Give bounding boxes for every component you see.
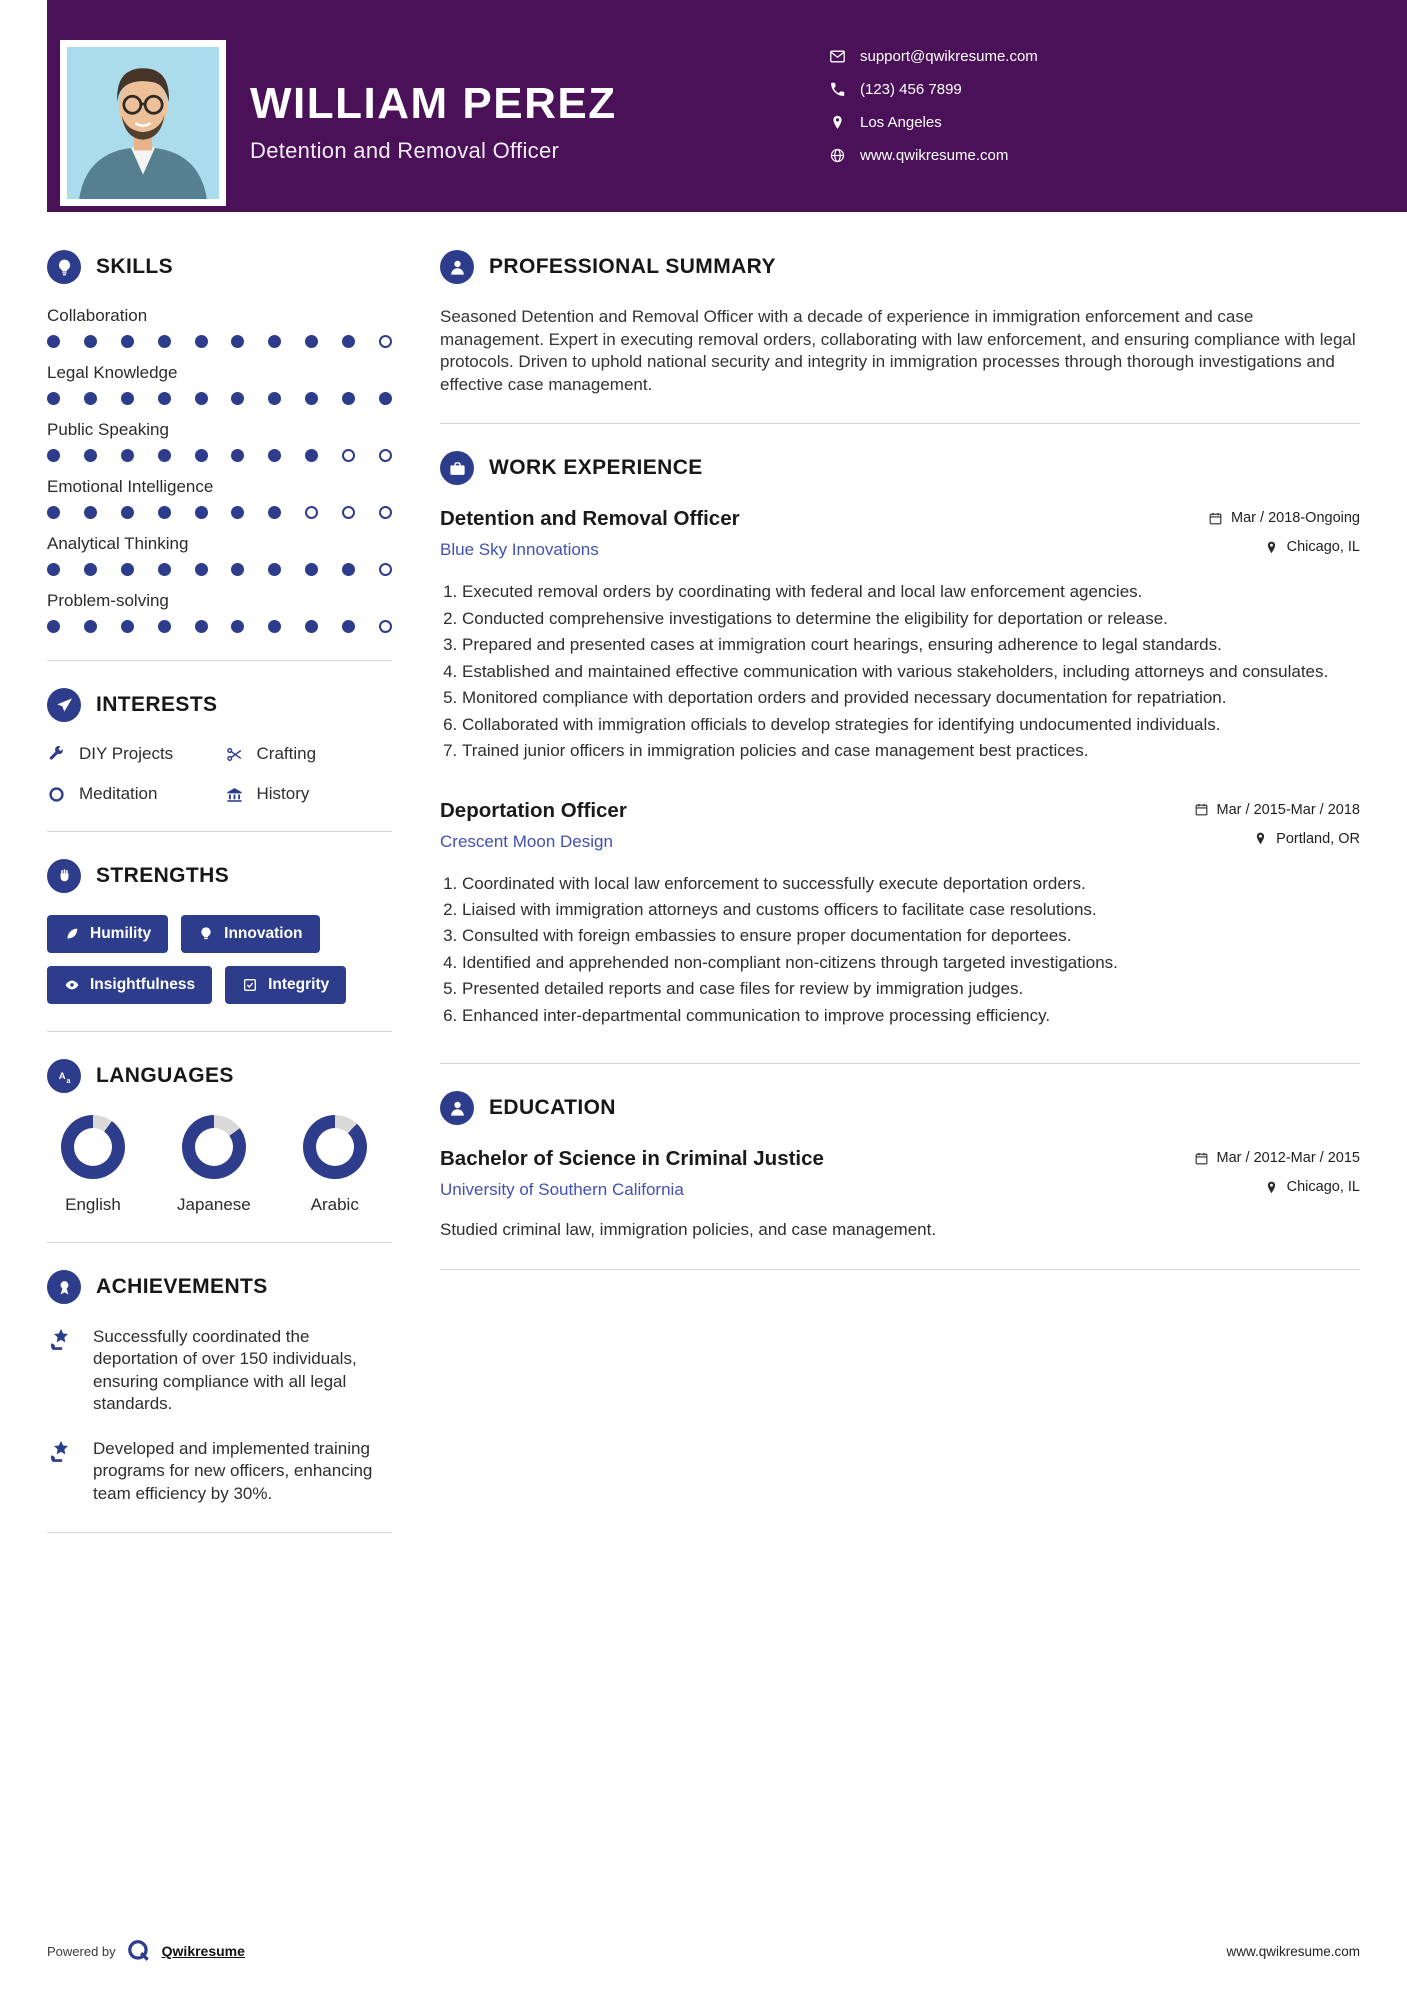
job-bullets xyxy=(440,581,1360,762)
rating-dot xyxy=(121,335,134,348)
job-entry xyxy=(440,799,1360,1028)
rating-dot xyxy=(84,449,97,462)
header xyxy=(47,0,1407,212)
skill-rating xyxy=(47,506,392,519)
language-icon xyxy=(47,1059,81,1093)
contact-website-text: www.qwikresume.com xyxy=(860,147,1009,164)
skill-item: Public Speaking xyxy=(47,420,392,462)
graduate-icon xyxy=(440,1091,474,1125)
rating-dot xyxy=(84,620,97,633)
contact-phone[interactable] xyxy=(829,77,1038,102)
job-location: Portland, OR xyxy=(1194,828,1360,850)
contact-email-text: support@qwikresume.com xyxy=(860,48,1038,65)
rating-dot xyxy=(231,563,244,576)
rating-dot xyxy=(268,506,281,519)
interest-item: History xyxy=(225,784,393,804)
calendar-icon xyxy=(1194,802,1209,817)
rating-dot xyxy=(231,335,244,348)
section-title-skills: SKILLS xyxy=(96,255,174,278)
job-bullet: 3. Prepared and presented cases at immigration court hearings, ensuring adherence to legal standards. xyxy=(462,634,1360,656)
rating-dot xyxy=(158,506,171,519)
summary-text: Seasoned Detention and Removal Officer with a decade of experience in immigration enforcement and case management. Expert in executing removal orders, collaborating with law enforcement, and ensuring compliance with legal protocols. Driven to uphold national security and integrity in immigration processes through thorough investigations and effective case management. xyxy=(440,307,1356,394)
divider xyxy=(440,1269,1360,1270)
section-title-summary: PROFESSIONAL SUMMARY xyxy=(489,255,776,278)
rating-dot xyxy=(121,392,134,405)
interests-grid xyxy=(47,744,392,804)
name-block xyxy=(250,79,617,164)
qwikresume-logo-icon xyxy=(126,1938,152,1964)
strengths-pills xyxy=(47,915,392,1004)
rating-dot xyxy=(379,392,392,405)
rating-dot xyxy=(158,563,171,576)
job-bullet: 5. Monitored compliance with deportation orders and provided necessary documentation for repatriation. xyxy=(462,687,1360,709)
rating-dot xyxy=(342,620,355,633)
job-bullet: 1. Executed removal orders by coordinating with federal and local law enforcement agencies. xyxy=(462,581,1360,603)
footer xyxy=(47,1938,1360,1964)
strength-pill: Humility xyxy=(47,915,168,953)
rating-dot xyxy=(305,620,318,633)
rating-dot xyxy=(305,506,318,519)
achievements-section xyxy=(47,1270,392,1505)
rating-dot xyxy=(195,335,208,348)
rating-dot xyxy=(47,449,60,462)
skill-item: Problem-solving xyxy=(47,591,392,633)
rating-dot xyxy=(268,449,281,462)
bulb-icon xyxy=(198,926,214,942)
skills-header xyxy=(47,250,392,284)
job-entry xyxy=(440,507,1360,762)
contact-location xyxy=(829,110,1038,135)
job-head xyxy=(440,799,1360,857)
job-dates: Mar / 2015-Mar / 2018 xyxy=(1194,799,1360,821)
rating-dot xyxy=(121,449,134,462)
divider xyxy=(47,660,392,661)
candidate-name: WILLIAM PEREZ xyxy=(250,79,617,128)
skill-rating xyxy=(47,563,392,576)
languages-header xyxy=(47,1059,392,1093)
footer-branding xyxy=(47,1938,245,1964)
rating-dot xyxy=(379,335,392,348)
rating-dot xyxy=(231,392,244,405)
interest-item: Meditation xyxy=(47,784,215,804)
job-role: Detention and Removal Officer xyxy=(440,507,740,531)
summary-header xyxy=(440,250,1360,284)
achievement-text: Developed and implemented training programs for new officers, enhancing team efficiency by 30%. xyxy=(93,1438,373,1503)
job-bullet: 1. Coordinated with local law enforcement to successfully execute deportation orders. xyxy=(462,873,1360,895)
profile-photo xyxy=(60,40,226,206)
star-hand-icon xyxy=(47,1326,77,1356)
rating-dot xyxy=(379,506,392,519)
interest-item: DIY Projects xyxy=(47,744,215,764)
section-title-interests: INTERESTS xyxy=(96,693,218,716)
rating-dot xyxy=(305,563,318,576)
job-bullet: 7. Trained junior officers in immigration policies and case management best practices. xyxy=(462,740,1360,762)
phone-icon xyxy=(829,81,846,98)
calendar-icon xyxy=(1208,511,1223,526)
strength-pill: Innovation xyxy=(181,915,319,953)
job-bullets xyxy=(440,873,1360,1028)
rating-dot xyxy=(231,449,244,462)
language-donut xyxy=(61,1115,125,1179)
rating-dot xyxy=(305,335,318,348)
rating-dot xyxy=(47,335,60,348)
job-company-link[interactable]: Crescent Moon Design xyxy=(440,831,613,851)
svg-text:A: A xyxy=(58,1070,66,1082)
rating-dot xyxy=(342,335,355,348)
rating-dot xyxy=(305,392,318,405)
rating-dot xyxy=(195,563,208,576)
skill-rating xyxy=(47,620,392,633)
job-bullet: 4. Identified and apprehended non-compliant non-citizens through targeted investigations. xyxy=(462,952,1360,974)
education-description: Studied criminal law, immigration policies, and case management. xyxy=(440,1220,937,1240)
main-column xyxy=(440,250,1360,1560)
avatar xyxy=(67,47,219,199)
museum-icon xyxy=(225,785,244,804)
job-head xyxy=(440,507,1360,565)
qwikresume-brand-link[interactable]: Qwikresume xyxy=(161,1943,245,1959)
strengths-section xyxy=(47,859,392,1004)
rating-dot xyxy=(121,506,134,519)
eye-icon xyxy=(64,977,80,993)
job-meta xyxy=(1188,507,1360,565)
check-square-icon xyxy=(242,977,258,993)
job-role: Deportation Officer xyxy=(440,798,627,822)
rating-dot xyxy=(47,506,60,519)
svg-text:a: a xyxy=(65,1076,70,1085)
education-section xyxy=(440,1091,1360,1242)
strengths-header xyxy=(47,859,392,893)
divider xyxy=(47,831,392,832)
education-header xyxy=(440,1091,1360,1125)
rating-dot xyxy=(195,449,208,462)
rating-dot xyxy=(158,392,171,405)
skill-item: Legal Knowledge xyxy=(47,363,392,405)
rating-dot xyxy=(158,620,171,633)
experience-header xyxy=(440,451,1360,485)
rating-dot xyxy=(305,449,318,462)
languages-list xyxy=(47,1115,392,1215)
wrench-icon xyxy=(47,745,66,764)
skill-rating xyxy=(47,335,392,348)
achievements-header xyxy=(47,1270,392,1304)
rating-dot xyxy=(268,335,281,348)
divider xyxy=(440,1063,1360,1064)
interests-header xyxy=(47,688,392,722)
education-school-link[interactable]: University of Southern California xyxy=(440,1180,684,1200)
rating-dot xyxy=(195,506,208,519)
language-donut xyxy=(182,1115,246,1179)
section-title-education: EDUCATION xyxy=(489,1096,616,1120)
language-donut xyxy=(303,1115,367,1179)
rating-dot xyxy=(47,563,60,576)
lightbulb-icon xyxy=(47,250,81,284)
experience-section xyxy=(440,451,1360,1027)
education-dates: Mar / 2012-Mar / 2015 xyxy=(1194,1147,1360,1169)
briefcase-icon xyxy=(440,451,474,485)
leaf-icon xyxy=(64,926,80,942)
summary-section xyxy=(440,250,1360,396)
section-title-achievements: ACHIEVEMENTS xyxy=(96,1275,268,1298)
rating-dot xyxy=(342,392,355,405)
skill-item: Analytical Thinking xyxy=(47,534,392,576)
rating-dot xyxy=(231,506,244,519)
calendar-icon xyxy=(1194,1151,1209,1166)
job-bullet: 2. Conducted comprehensive investigations to determine the eligibility for deportation or release. xyxy=(462,608,1360,630)
person-icon xyxy=(440,250,474,284)
education-degree: Bachelor of Science in Criminal Justice xyxy=(440,1147,824,1171)
skill-rating xyxy=(47,392,392,405)
rating-dot xyxy=(379,449,392,462)
job-bullet: 2. Liaised with immigration attorneys and customs officers to facilitate case resolutions. xyxy=(462,899,1360,921)
section-title-languages: LANGUAGES xyxy=(96,1064,234,1087)
contact-email[interactable] xyxy=(829,44,1038,69)
pin-icon xyxy=(1253,831,1268,846)
divider xyxy=(47,1242,392,1243)
paper-plane-icon xyxy=(47,688,81,722)
divider xyxy=(440,423,1360,424)
rating-dot xyxy=(379,620,392,633)
rating-dot xyxy=(84,563,97,576)
medal-icon xyxy=(47,1270,81,1304)
rating-dot xyxy=(195,620,208,633)
pin-icon xyxy=(1264,1180,1279,1195)
skills-section xyxy=(47,250,392,633)
job-company-link[interactable]: Blue Sky Innovations xyxy=(440,540,599,560)
globe-icon xyxy=(829,147,846,164)
rating-dot xyxy=(121,620,134,633)
rating-dot xyxy=(342,449,355,462)
achievement-item xyxy=(47,1438,392,1505)
rating-dot xyxy=(158,449,171,462)
powered-by-label: Powered by xyxy=(47,1943,116,1959)
sidebar xyxy=(47,250,392,1560)
section-title-strengths: STRENGTHS xyxy=(96,864,230,887)
rating-dot xyxy=(47,392,60,405)
job-meta xyxy=(1174,799,1360,857)
job-bullet: 5. Presented detailed reports and case files for review by immigration judges. xyxy=(462,978,1360,1000)
location-icon xyxy=(829,114,846,131)
rating-dot xyxy=(231,620,244,633)
rating-dot xyxy=(342,563,355,576)
contact-phone-text: (123) 456 7899 xyxy=(860,81,962,98)
contact-location-text: Los Angeles xyxy=(860,114,942,131)
skill-item: Collaboration xyxy=(47,306,392,348)
language-item: English xyxy=(61,1115,125,1215)
achievement-item xyxy=(47,1326,392,1416)
star-hand-icon xyxy=(47,1438,77,1468)
content xyxy=(0,212,1407,1560)
job-bullet: 6. Enhanced inter-departmental communication to improve processing efficiency. xyxy=(462,1005,1360,1027)
rating-dot xyxy=(342,506,355,519)
footer-website: www.qwikresume.com xyxy=(1226,1943,1360,1959)
rating-dot xyxy=(84,392,97,405)
candidate-title: Detention and Removal Officer xyxy=(250,138,560,163)
languages-section xyxy=(47,1059,392,1215)
job-bullet: 6. Collaborated with immigration officials to develop strategies for identifying undocumented individuals. xyxy=(462,714,1360,736)
divider xyxy=(47,1532,392,1533)
language-item: Arabic xyxy=(303,1115,367,1215)
job-location: Chicago, IL xyxy=(1208,536,1360,558)
interests-section xyxy=(47,688,392,804)
rating-dot xyxy=(195,392,208,405)
contact-list xyxy=(829,44,1038,176)
job-bullet: 4. Established and maintained effective communication with various stakeholders, including attorneys and consulates. xyxy=(462,661,1360,683)
achievement-text: Successfully coordinated the deportation of over 150 individuals, ensuring compliance with all legal standards. xyxy=(93,1327,357,1414)
rating-dot xyxy=(268,620,281,633)
section-title-experience: WORK EXPERIENCE xyxy=(489,456,703,480)
pin-icon xyxy=(1264,540,1279,555)
divider xyxy=(47,1031,392,1032)
fist-icon xyxy=(47,859,81,893)
rating-dot xyxy=(268,392,281,405)
rating-dot xyxy=(121,563,134,576)
education-head xyxy=(440,1147,1360,1205)
rating-dot xyxy=(379,563,392,576)
contact-website[interactable] xyxy=(829,143,1038,168)
rating-dot xyxy=(84,506,97,519)
language-item: Japanese xyxy=(177,1115,251,1215)
scissors-icon xyxy=(225,745,244,764)
education-location: Chicago, IL xyxy=(1194,1176,1360,1198)
job-dates: Mar / 2018-Ongoing xyxy=(1208,507,1360,529)
strength-pill: Integrity xyxy=(225,966,346,1004)
email-icon xyxy=(829,48,846,65)
job-bullet: 3. Consulted with foreign embassies to ensure proper documentation for deportees. xyxy=(462,925,1360,947)
rating-dot xyxy=(47,620,60,633)
rating-dot xyxy=(84,335,97,348)
interest-item: Crafting xyxy=(225,744,393,764)
skill-item: Emotional Intelligence xyxy=(47,477,392,519)
strength-pill: Insightfulness xyxy=(47,966,212,1004)
rating-dot xyxy=(158,335,171,348)
education-meta xyxy=(1174,1147,1360,1205)
rating-dot xyxy=(268,563,281,576)
skill-rating xyxy=(47,449,392,462)
ring-icon xyxy=(47,785,66,804)
